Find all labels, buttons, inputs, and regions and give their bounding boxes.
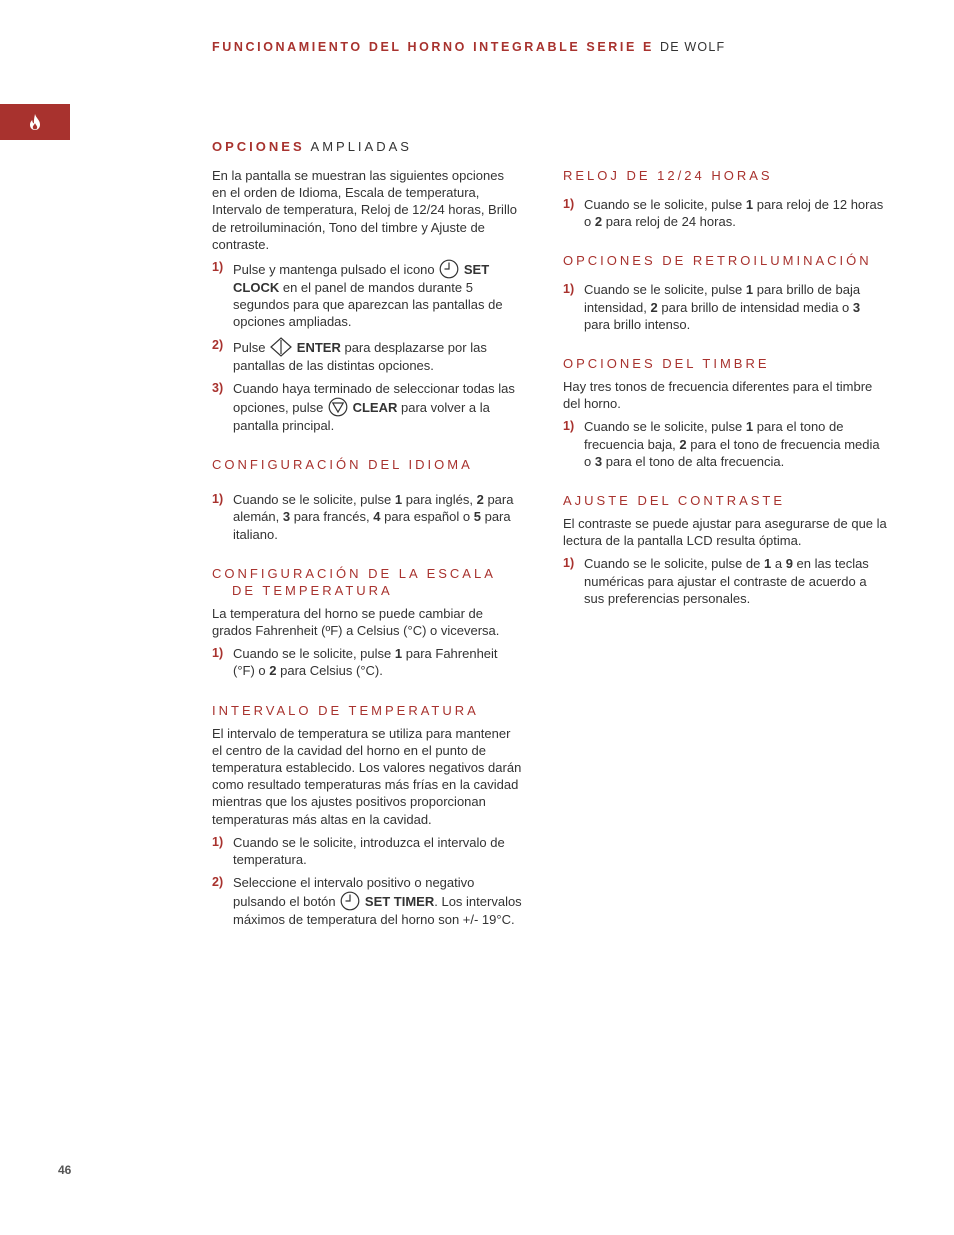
opciones-step-2: 2) Pulse ENTER para desplazarse por las pantallas de las distintas opciones. xyxy=(212,337,487,373)
contraste-step-1: 1) Cuando se le solicite, pulse de 1 a 9 en las teclas numéricas para ajustar el contraste de acuerdo a sus preferencias personales. xyxy=(563,556,869,606)
page-header xyxy=(212,40,725,54)
timbre-step-1: 1) Cuando se le solicite, pulse 1 para el tono de frecuencia baja, 2 para el tono de frecuencia media o 3 para el tono de alta frecuencia. xyxy=(563,419,880,469)
timer-icon xyxy=(340,891,360,911)
intervalo-heading: INTERVALO DE TEMPERATURA xyxy=(212,702,479,718)
reloj-heading: RELOJ DE 12/24 HORAS xyxy=(563,168,773,183)
opciones-intro: En la pantalla se muestran las siguientes opciones en el orden de Idioma, Escala de temperatura, Intervalo de temperatura, Reloj de 12/24 horas, Brillo de retroiluminación, Tono del timbre y Ajuste de contraste. xyxy=(212,168,517,252)
idioma-heading: CONFIGURACIÓN DEL IDIOMA xyxy=(212,457,473,473)
opciones-step-3: 3) Cuando haya terminado de seleccionar todas las opciones, pulse CLEAR para volver a la pantalla principal. xyxy=(212,380,515,434)
opciones-step-1: 1) Pulse y mantenga pulsado el icono SET CLOCK en el panel de mandos durante 5 segundos para que aparezcan las pantallas de opciones ampliadas. xyxy=(212,260,503,330)
contraste-heading: AJUSTE DEL CONTRASTE xyxy=(563,493,786,509)
right-column xyxy=(563,167,888,607)
opciones-heading: OPCIONES AMPLIADAS xyxy=(212,139,412,154)
intervalo-intro: El intervalo de temperatura se utiliza para mantener el centro de la cavidad del horno en el punto de temperatura establecido. Los valores negativos darán como resultado temperaturas más frías en la cavidad mientras que los ajustes positivos proporcionan temperaturas más altas en la cavidad. xyxy=(212,725,522,827)
clock-icon xyxy=(439,259,459,279)
left-column xyxy=(212,138,522,929)
enter-diamond-icon xyxy=(270,337,292,357)
contraste-intro: El contraste se puede ajustar para asegurarse de que la lectura de la pantalla LCD resulta óptima. xyxy=(563,516,887,549)
header-title-brand: DE WOLF xyxy=(660,40,726,54)
clear-triangle-icon xyxy=(328,397,348,417)
flame-icon xyxy=(28,113,42,131)
escala-step-1: 1) Cuando se le solicite, pulse 1 para Fahrenheit (°F) o 2 para Celsius (°C). xyxy=(212,646,498,679)
section-tab xyxy=(0,104,70,140)
idioma-step-1: 1) Cuando se le solicite, pulse 1 para inglés, 2 para alemán, 3 para francés, 4 para español o 5 para italiano. xyxy=(212,492,514,542)
retro-heading: OPCIONES DE RETROILUMINACIÓN xyxy=(563,253,872,269)
escala-intro: La temperatura del horno se puede cambiar de grados Fahrenheit (ºF) a Celsius (°C) o viceversa. xyxy=(212,605,500,639)
intervalo-step-1: 1) Cuando se le solicite, introduzca el intervalo de temperatura. xyxy=(212,834,505,868)
reloj-step-1: 1) Cuando se le solicite, pulse 1 para reloj de 12 horas o 2 para reloj de 24 horas. xyxy=(563,197,884,230)
header-title-bold: FUNCIONAMIENTO DEL HORNO INTEGRABLE SERIE E xyxy=(212,40,654,54)
timbre-intro: Hay tres tonos de frecuencia diferentes para el timbre del horno. xyxy=(563,379,873,412)
intervalo-step-2: 2) Seleccione el intervalo positivo o negativo pulsando el botón SET TIMER. Los intervalos máximos de temperatura del horno son +/- 19°C. xyxy=(212,875,522,928)
page-number: 46 xyxy=(58,1163,72,1177)
retro-step-1: 1) Cuando se le solicite, pulse 1 para brillo de baja intensidad, 2 para brillo de intensidad media o 3 para brillo intenso. xyxy=(563,282,861,332)
timbre-heading: OPCIONES DEL TIMBRE xyxy=(563,356,770,372)
escala-heading: CONFIGURACIÓN DE LA ESCALA DE TEMPERATURA xyxy=(212,565,496,598)
